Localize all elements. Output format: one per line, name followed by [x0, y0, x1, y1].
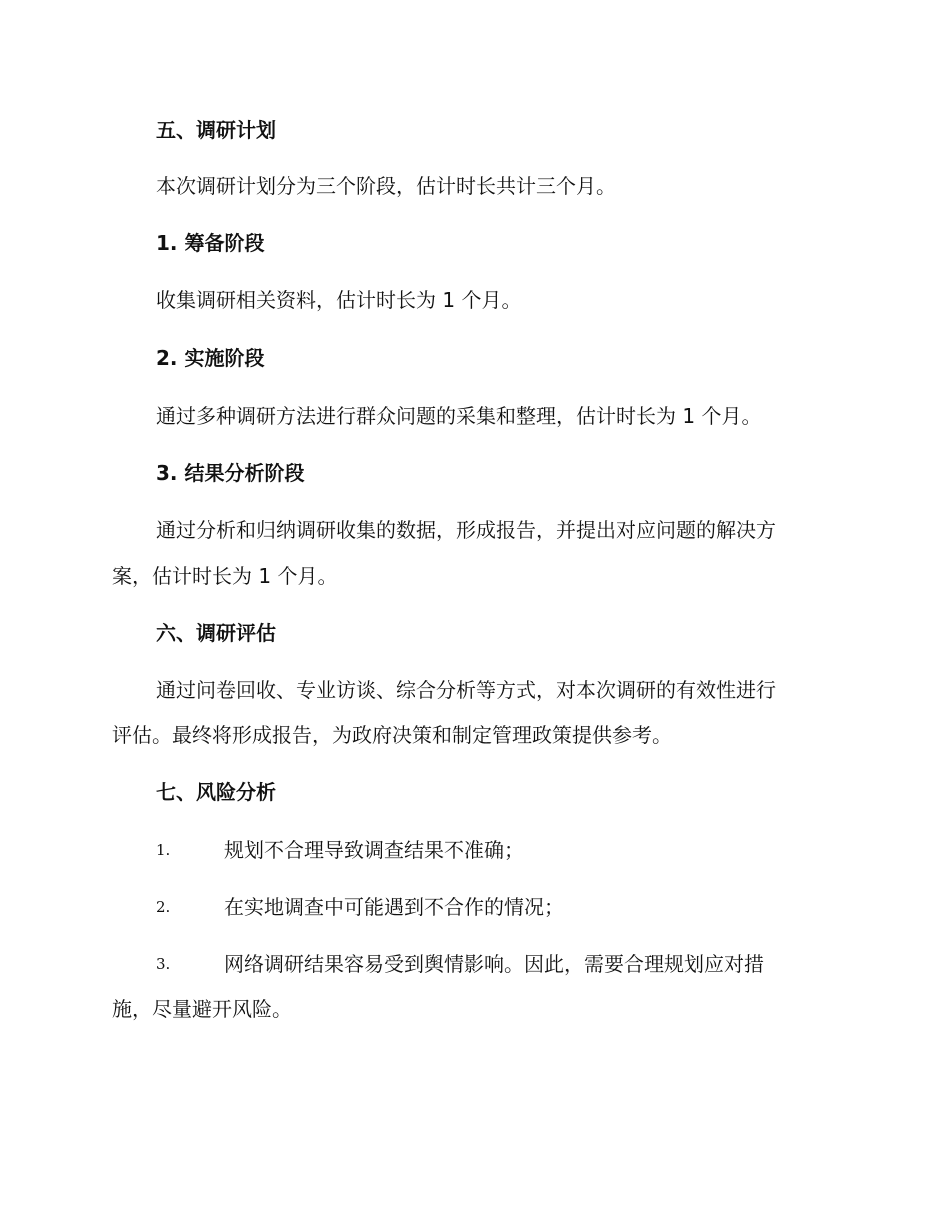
phase-3-text-line-2: 案，估计时长为 1 个月。 [112, 564, 338, 588]
phase-1-heading: 1. 筹备阶段 [156, 231, 265, 255]
phase-2-text: 通过多种调研方法进行群众问题的采集和整理，估计时长为 1 个月。 [156, 404, 762, 428]
risk-text: 在实地调查中可能遇到不合作的情况； [224, 895, 564, 919]
risk-item [156, 893, 564, 921]
section-7-heading: 七、风险分析 [156, 780, 276, 804]
risk-number: 1. [156, 841, 171, 859]
risk-number: 3. [156, 955, 171, 973]
section-5-intro: 本次调研计划分为三个阶段，估计时长共计三个月。 [156, 174, 616, 198]
risk-number: 2. [156, 898, 171, 916]
risk-item [156, 836, 524, 864]
phase-3-heading: 3. 结果分析阶段 [156, 461, 305, 485]
risk-text: 网络调研结果容易受到舆情影响。因此，需要合理规划应对措 [224, 952, 764, 976]
section-6-text-line-1: 通过问卷回收、专业访谈、综合分析等方式，对本次调研的有效性进行 [156, 678, 776, 702]
risk-3-continuation: 施，尽量避开风险。 [112, 997, 292, 1021]
section-6-heading: 六、调研评估 [156, 621, 276, 645]
phase-3-text-line-1: 通过分析和归纳调研收集的数据，形成报告，并提出对应问题的解决方 [156, 518, 776, 542]
risk-text: 规划不合理导致调查结果不准确； [224, 838, 524, 862]
risk-item [156, 950, 764, 978]
phase-1-text: 收集调研相关资料，估计时长为 1 个月。 [156, 288, 522, 312]
section-6-text-line-2: 评估。最终将形成报告，为政府决策和制定管理政策提供参考。 [112, 723, 672, 747]
section-5-heading: 五、调研计划 [156, 118, 276, 142]
phase-2-heading: 2. 实施阶段 [156, 346, 265, 370]
